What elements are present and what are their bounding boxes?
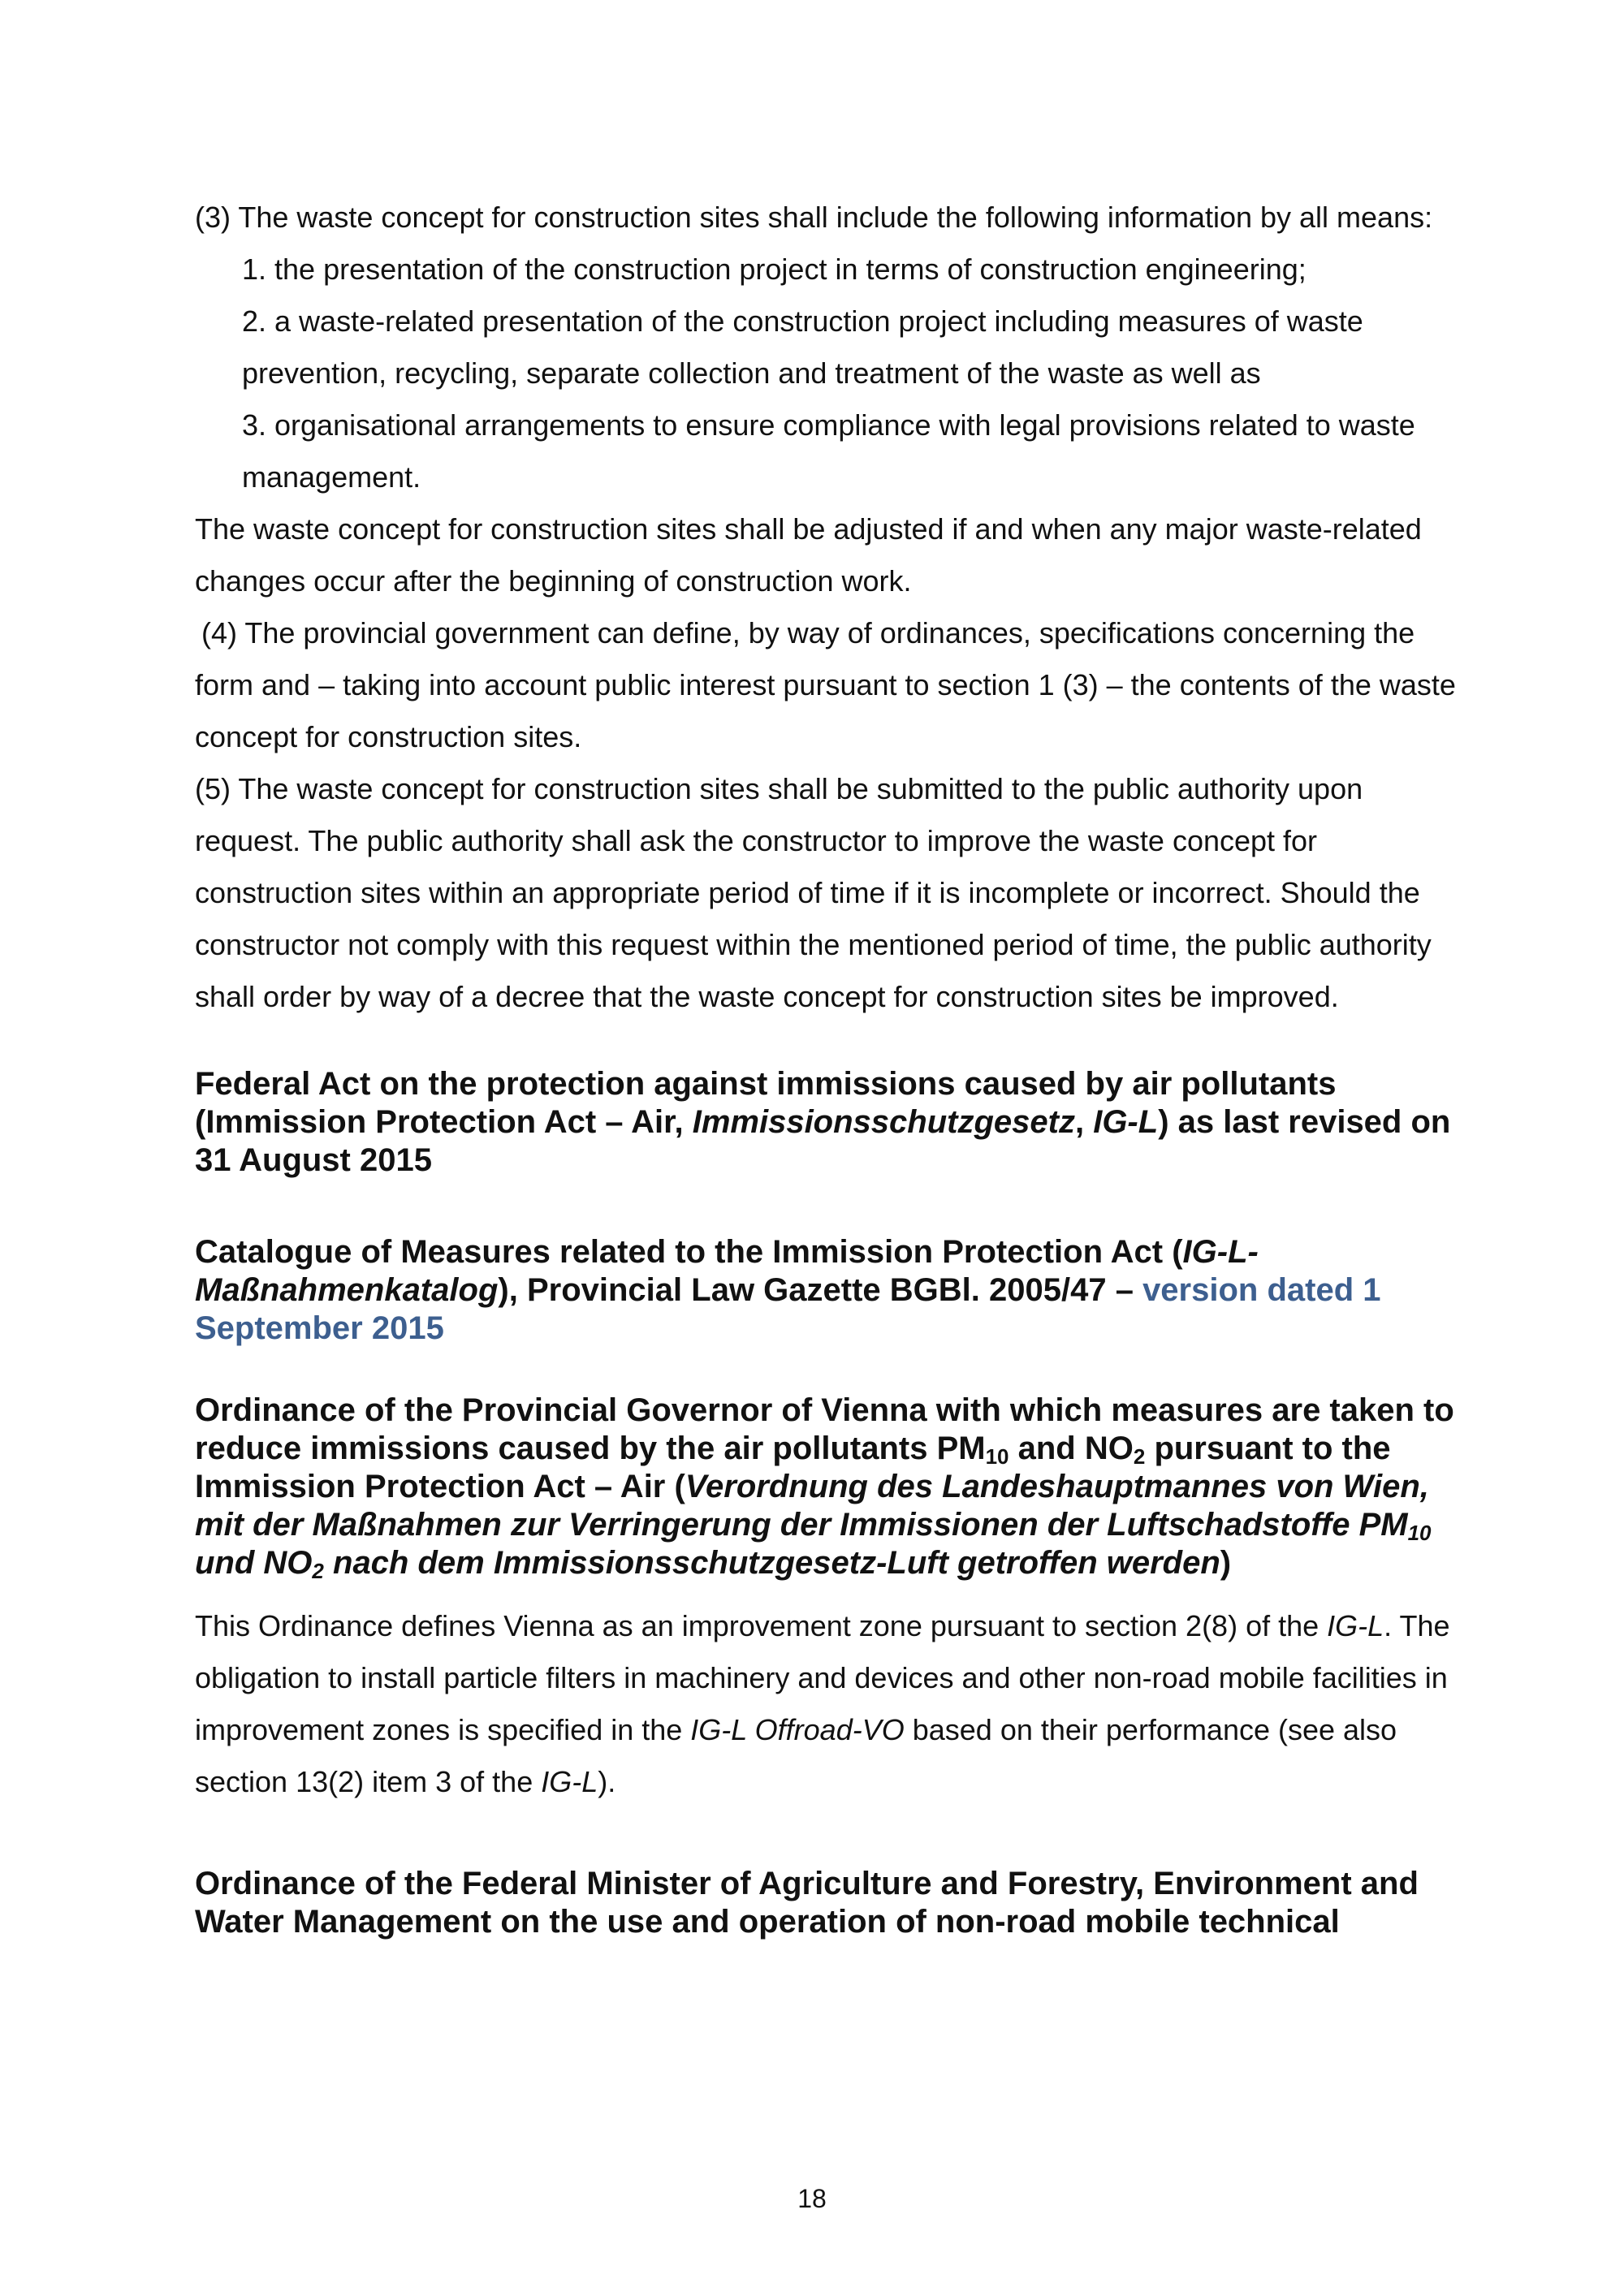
heading-immission-protection-act: Federal Act on the protection against immissions caused by air pollutants (Immission Protection Act – Air, Immissionsschutzgesetz, IG-L) as last revised on 31 August 2015 [195,1066,1451,1178]
section-3-closing: The waste concept for construction sites shall be adjusted if and when any major waste-related changes occur after the beginning of construction work. [195,512,1422,598]
heading-catalogue-of-measures: Catalogue of Measures related to the Immission Protection Act (IG-L-Maßnahmenkatalog), Provincial Law Gazette BGBl. 2005/47 – version dated 1 September 2015 [195,1234,1381,1346]
page-number: 18 [797,2184,827,2213]
list-item-3: 3. organisational arrangements to ensure compliance with legal provisions related to waste management. [242,408,1415,494]
heading-non-road-ordinance: Ordinance of the Federal Minister of Agriculture and Forestry, Environment and Water Management on the use and operation of non-road mobile technical [195,1866,1419,1940]
list-item-1: 1. the presentation of the construction project in terms of construction engineering; [242,252,1307,286]
heading-vienna-ordinance: Ordinance of the Provincial Governor of Vienna with which measures are taken to reduce immissions caused by the air pollutants $PM_{10}$ and $NO_2$ pursuant to the Immission Protection Act – Air (Verordnung des Landeshauptmannes von Wien, mit der Maßnahmen zur Verringerung der Immissionen der Luftschadstoffe $PM_{10}$ und $NO_2$ nach dem Immissionsschutzgesetz-Luft getroffen werden) [195,1392,1454,1583]
ordinance-description: This Ordinance defines Vienna as an improvement zone pursuant to section 2(8) of the IG-L. The obligation to install particle filters in machinery and devices and other non-road mobile facilities in improvement zones is specified in the IG-L Offroad-VO based on their performance (see also section 13(2) item 3 of the IG-L). [195,1609,1450,1798]
section-3-intro: (3) The waste concept for construction sites shall include the following information by all means: [195,201,1433,234]
version-date-highlight: version dated 1 September 2015 [195,1272,1381,1346]
section-5-paragraph: (5) The waste concept for construction sites shall be submitted to the public authority upon request. The public authority shall ask the constructor to improve the waste concept for construction sites within an appropriate period of time if it is incomplete or incorrect. Should the constructor not comply with this request within the mentioned period of time, the public authority shall order by way of a decree that the waste concept for construction sites be improved. [195,772,1432,1013]
document-body [195,192,1462,1941]
section-4-paragraph: (4) The provincial government can define, by way of ordinances, specifications concerning the form and – taking into account public interest pursuant to section 1 (3) – the contents of the waste concept for construction sites. [195,616,1456,753]
list-item-2: 2. a waste-related presentation of the construction project including measures of waste prevention, recycling, separate collection and treatment of the waste as well as [242,304,1363,390]
